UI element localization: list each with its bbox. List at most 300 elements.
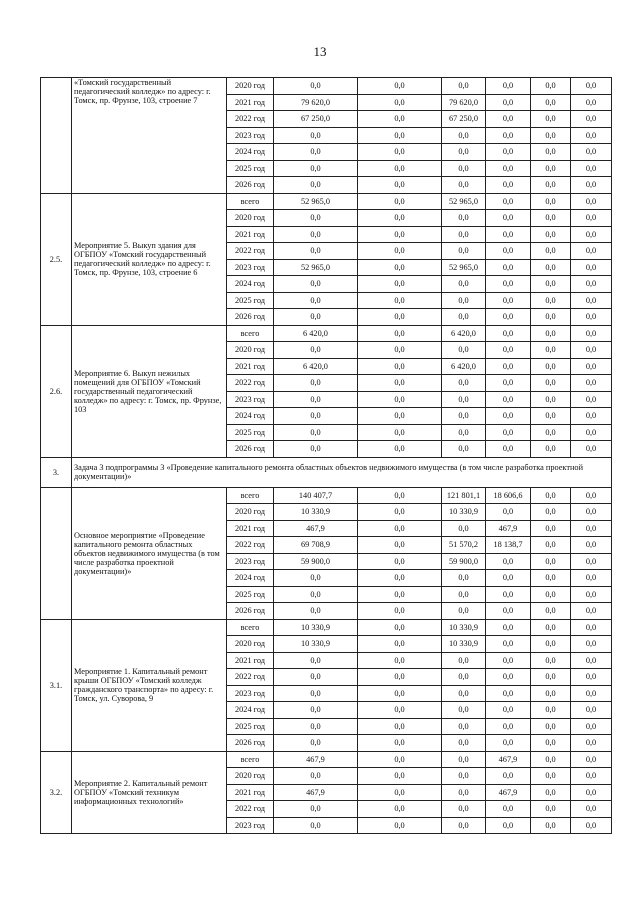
value-cell: 0,0 bbox=[571, 768, 612, 785]
budget-table bbox=[40, 77, 612, 834]
value-cell: 0,0 bbox=[531, 685, 571, 702]
value-cell: 0,0 bbox=[531, 78, 571, 95]
year-cell: 2021 год bbox=[227, 94, 274, 111]
value-cell: 467,9 bbox=[486, 520, 531, 537]
value-cell: 0,0 bbox=[531, 652, 571, 669]
value-cell: 0,0 bbox=[274, 292, 358, 309]
year-cell: всего bbox=[227, 193, 274, 210]
value-cell: 0,0 bbox=[531, 636, 571, 653]
year-cell: 2022 год bbox=[227, 111, 274, 128]
value-cell: 0,0 bbox=[358, 391, 442, 408]
value-cell: 0,0 bbox=[531, 144, 571, 161]
value-cell: 0,0 bbox=[358, 408, 442, 425]
value-cell: 0,0 bbox=[531, 520, 571, 537]
row-number: 2.6. bbox=[41, 325, 72, 457]
value-cell: 467,9 bbox=[486, 751, 531, 768]
value-cell: 69 708,9 bbox=[274, 537, 358, 554]
value-cell: 0,0 bbox=[571, 441, 612, 458]
value-cell: 0,0 bbox=[358, 210, 442, 227]
value-cell: 0,0 bbox=[531, 487, 571, 504]
measure-name: Мероприятие 1. Капитальный ремонт крыши ОГБПОУ «Томский колледж гражданского транспорта» по адресу: г. Томск, ул. Суворова, 9 bbox=[72, 619, 227, 751]
value-cell: 0,0 bbox=[358, 441, 442, 458]
value-cell: 0,0 bbox=[486, 309, 531, 326]
value-cell: 0,0 bbox=[358, 243, 442, 260]
year-cell: 2023 год bbox=[227, 391, 274, 408]
value-cell: 0,0 bbox=[358, 553, 442, 570]
value-cell: 0,0 bbox=[358, 259, 442, 276]
value-cell: 0,0 bbox=[358, 718, 442, 735]
value-cell: 0,0 bbox=[571, 424, 612, 441]
year-cell: 2025 год bbox=[227, 160, 274, 177]
value-cell: 0,0 bbox=[571, 669, 612, 686]
value-cell: 6 420,0 bbox=[274, 325, 358, 342]
year-cell: 2026 год bbox=[227, 603, 274, 620]
value-cell: 0,0 bbox=[274, 586, 358, 603]
year-cell: всего bbox=[227, 325, 274, 342]
value-cell: 18 606,6 bbox=[486, 487, 531, 504]
value-cell: 0,0 bbox=[571, 259, 612, 276]
value-cell: 0,0 bbox=[442, 292, 486, 309]
row-number bbox=[41, 487, 72, 619]
value-cell: 467,9 bbox=[274, 751, 358, 768]
year-cell: 2026 год bbox=[227, 309, 274, 326]
value-cell: 0,0 bbox=[571, 94, 612, 111]
value-cell: 0,0 bbox=[531, 702, 571, 719]
value-cell: 0,0 bbox=[274, 309, 358, 326]
value-cell: 0,0 bbox=[358, 603, 442, 620]
value-cell: 0,0 bbox=[571, 144, 612, 161]
value-cell: 0,0 bbox=[571, 111, 612, 128]
value-cell: 121 801,1 bbox=[442, 487, 486, 504]
value-cell: 0,0 bbox=[358, 784, 442, 801]
value-cell: 0,0 bbox=[274, 391, 358, 408]
value-cell: 0,0 bbox=[358, 144, 442, 161]
value-cell: 0,0 bbox=[486, 325, 531, 342]
year-cell: 2024 год bbox=[227, 144, 274, 161]
value-cell: 0,0 bbox=[531, 537, 571, 554]
year-cell: 2022 год bbox=[227, 801, 274, 818]
value-cell: 0,0 bbox=[358, 193, 442, 210]
value-cell: 0,0 bbox=[486, 160, 531, 177]
value-cell: 0,0 bbox=[531, 424, 571, 441]
value-cell: 0,0 bbox=[486, 441, 531, 458]
value-cell: 0,0 bbox=[442, 768, 486, 785]
value-cell: 0,0 bbox=[486, 735, 531, 752]
measure-name: «Томский государственный педагогический колледж» по адресу: г. Томск, пр. Фрунзе, 103, строение 7 bbox=[72, 78, 227, 194]
value-cell: 0,0 bbox=[442, 586, 486, 603]
year-cell: 2024 год bbox=[227, 702, 274, 719]
value-cell: 0,0 bbox=[486, 424, 531, 441]
value-cell: 0,0 bbox=[274, 768, 358, 785]
value-cell: 0,0 bbox=[571, 553, 612, 570]
value-cell: 0,0 bbox=[571, 226, 612, 243]
value-cell: 0,0 bbox=[442, 685, 486, 702]
year-cell: 2021 год bbox=[227, 358, 274, 375]
value-cell: 0,0 bbox=[358, 619, 442, 636]
year-cell: 2022 год bbox=[227, 669, 274, 686]
value-cell: 0,0 bbox=[358, 768, 442, 785]
year-cell: 2020 год bbox=[227, 768, 274, 785]
measure-name: Мероприятие 6. Выкуп нежилых помещений для ОГБПОУ «Томский государственный педагогический колледж» по адресу: г. Томск, пр. Фрунзе, 103 bbox=[72, 325, 227, 457]
value-cell: 0,0 bbox=[358, 570, 442, 587]
value-cell: 0,0 bbox=[486, 685, 531, 702]
value-cell: 18 138,7 bbox=[486, 537, 531, 554]
table-row bbox=[41, 751, 612, 768]
measure-name: Мероприятие 2. Капитальный ремонт ОГБПОУ «Томский техникум информационных технологий» bbox=[72, 751, 227, 834]
value-cell: 0,0 bbox=[531, 817, 571, 834]
value-cell: 0,0 bbox=[571, 685, 612, 702]
value-cell: 0,0 bbox=[531, 127, 571, 144]
value-cell: 0,0 bbox=[442, 784, 486, 801]
value-cell: 6 420,0 bbox=[274, 358, 358, 375]
value-cell: 0,0 bbox=[442, 391, 486, 408]
value-cell: 0,0 bbox=[486, 636, 531, 653]
value-cell: 0,0 bbox=[358, 751, 442, 768]
value-cell: 0,0 bbox=[358, 504, 442, 521]
value-cell: 0,0 bbox=[274, 210, 358, 227]
value-cell: 0,0 bbox=[571, 375, 612, 392]
value-cell: 0,0 bbox=[358, 669, 442, 686]
value-cell: 0,0 bbox=[571, 160, 612, 177]
value-cell: 0,0 bbox=[531, 619, 571, 636]
value-cell: 0,0 bbox=[358, 177, 442, 194]
value-cell: 52 965,0 bbox=[442, 193, 486, 210]
value-cell: 0,0 bbox=[571, 78, 612, 95]
value-cell: 0,0 bbox=[274, 441, 358, 458]
value-cell: 467,9 bbox=[274, 520, 358, 537]
value-cell: 0,0 bbox=[274, 685, 358, 702]
value-cell: 0,0 bbox=[571, 325, 612, 342]
value-cell: 67 250,0 bbox=[274, 111, 358, 128]
value-cell: 0,0 bbox=[486, 193, 531, 210]
value-cell: 0,0 bbox=[571, 243, 612, 260]
value-cell: 0,0 bbox=[274, 735, 358, 752]
value-cell: 0,0 bbox=[486, 408, 531, 425]
year-cell: 2025 год bbox=[227, 718, 274, 735]
value-cell: 0,0 bbox=[531, 768, 571, 785]
value-cell: 0,0 bbox=[442, 342, 486, 359]
value-cell: 0,0 bbox=[358, 375, 442, 392]
year-cell: 2024 год bbox=[227, 408, 274, 425]
value-cell: 0,0 bbox=[358, 801, 442, 818]
value-cell: 0,0 bbox=[358, 652, 442, 669]
value-cell: 0,0 bbox=[358, 424, 442, 441]
value-cell: 0,0 bbox=[486, 144, 531, 161]
year-cell: 2021 год bbox=[227, 520, 274, 537]
value-cell: 0,0 bbox=[274, 652, 358, 669]
value-cell: 140 407,7 bbox=[274, 487, 358, 504]
value-cell: 0,0 bbox=[571, 520, 612, 537]
value-cell: 0,0 bbox=[531, 570, 571, 587]
year-cell: 2022 год bbox=[227, 537, 274, 554]
value-cell: 0,0 bbox=[531, 669, 571, 686]
value-cell: 0,0 bbox=[274, 718, 358, 735]
value-cell: 0,0 bbox=[486, 177, 531, 194]
value-cell: 0,0 bbox=[571, 292, 612, 309]
value-cell: 0,0 bbox=[358, 817, 442, 834]
value-cell: 0,0 bbox=[571, 276, 612, 293]
value-cell: 0,0 bbox=[531, 391, 571, 408]
value-cell: 0,0 bbox=[358, 111, 442, 128]
value-cell: 0,0 bbox=[274, 160, 358, 177]
year-cell: 2025 год bbox=[227, 424, 274, 441]
value-cell: 52 965,0 bbox=[274, 259, 358, 276]
year-cell: 2021 год bbox=[227, 226, 274, 243]
value-cell: 0,0 bbox=[531, 259, 571, 276]
value-cell: 0,0 bbox=[358, 342, 442, 359]
value-cell: 0,0 bbox=[531, 735, 571, 752]
value-cell: 0,0 bbox=[531, 408, 571, 425]
year-cell: 2023 год bbox=[227, 259, 274, 276]
value-cell: 0,0 bbox=[442, 127, 486, 144]
value-cell: 0,0 bbox=[274, 570, 358, 587]
value-cell: 0,0 bbox=[358, 537, 442, 554]
year-cell: 2026 год bbox=[227, 177, 274, 194]
value-cell: 0,0 bbox=[531, 309, 571, 326]
year-cell: 2022 год bbox=[227, 375, 274, 392]
value-cell: 0,0 bbox=[442, 177, 486, 194]
value-cell: 0,0 bbox=[442, 375, 486, 392]
year-cell: 2024 год bbox=[227, 570, 274, 587]
value-cell: 0,0 bbox=[486, 553, 531, 570]
value-cell: 0,0 bbox=[531, 358, 571, 375]
value-cell: 0,0 bbox=[442, 817, 486, 834]
value-cell: 0,0 bbox=[358, 127, 442, 144]
year-cell: 2025 год bbox=[227, 292, 274, 309]
value-cell: 0,0 bbox=[442, 276, 486, 293]
value-cell: 0,0 bbox=[531, 226, 571, 243]
value-cell: 0,0 bbox=[571, 193, 612, 210]
value-cell: 0,0 bbox=[571, 504, 612, 521]
value-cell: 79 620,0 bbox=[442, 94, 486, 111]
value-cell: 0,0 bbox=[571, 801, 612, 818]
value-cell: 0,0 bbox=[531, 325, 571, 342]
table-row bbox=[41, 619, 612, 636]
value-cell: 0,0 bbox=[486, 817, 531, 834]
value-cell: 0,0 bbox=[274, 817, 358, 834]
value-cell: 0,0 bbox=[486, 768, 531, 785]
year-cell: 2023 год bbox=[227, 685, 274, 702]
value-cell: 0,0 bbox=[531, 586, 571, 603]
value-cell: 0,0 bbox=[571, 652, 612, 669]
value-cell: 0,0 bbox=[571, 817, 612, 834]
value-cell: 0,0 bbox=[571, 210, 612, 227]
value-cell: 0,0 bbox=[571, 177, 612, 194]
value-cell: 0,0 bbox=[531, 603, 571, 620]
value-cell: 0,0 bbox=[486, 210, 531, 227]
value-cell: 0,0 bbox=[442, 160, 486, 177]
value-cell: 0,0 bbox=[442, 424, 486, 441]
value-cell: 0,0 bbox=[274, 276, 358, 293]
value-cell: 0,0 bbox=[486, 276, 531, 293]
value-cell: 0,0 bbox=[531, 784, 571, 801]
value-cell: 0,0 bbox=[358, 586, 442, 603]
year-cell: 2023 год bbox=[227, 127, 274, 144]
value-cell: 0,0 bbox=[571, 342, 612, 359]
year-cell: 2025 год bbox=[227, 586, 274, 603]
value-cell: 0,0 bbox=[274, 127, 358, 144]
value-cell: 0,0 bbox=[531, 375, 571, 392]
value-cell: 0,0 bbox=[531, 801, 571, 818]
value-cell: 0,0 bbox=[486, 111, 531, 128]
value-cell: 0,0 bbox=[571, 487, 612, 504]
value-cell: 0,0 bbox=[571, 603, 612, 620]
value-cell: 0,0 bbox=[571, 570, 612, 587]
value-cell: 0,0 bbox=[486, 342, 531, 359]
value-cell: 0,0 bbox=[571, 127, 612, 144]
value-cell: 0,0 bbox=[274, 702, 358, 719]
value-cell: 0,0 bbox=[486, 669, 531, 686]
value-cell: 0,0 bbox=[486, 586, 531, 603]
value-cell: 51 570,2 bbox=[442, 537, 486, 554]
value-cell: 0,0 bbox=[358, 702, 442, 719]
page-number: 13 bbox=[313, 44, 327, 59]
value-cell: 0,0 bbox=[531, 276, 571, 293]
value-cell: 0,0 bbox=[274, 342, 358, 359]
value-cell: 59 900,0 bbox=[274, 553, 358, 570]
table-row bbox=[41, 193, 612, 210]
value-cell: 0,0 bbox=[571, 537, 612, 554]
value-cell: 10 330,9 bbox=[442, 636, 486, 653]
value-cell: 0,0 bbox=[486, 718, 531, 735]
year-cell: 2023 год bbox=[227, 553, 274, 570]
value-cell: 0,0 bbox=[571, 702, 612, 719]
value-cell: 6 420,0 bbox=[442, 325, 486, 342]
value-cell: 0,0 bbox=[274, 78, 358, 95]
value-cell: 6 420,0 bbox=[442, 358, 486, 375]
value-cell: 0,0 bbox=[571, 391, 612, 408]
year-cell: 2023 год bbox=[227, 817, 274, 834]
value-cell: 0,0 bbox=[358, 276, 442, 293]
value-cell: 0,0 bbox=[274, 243, 358, 260]
measure-name: Основное мероприятие «Проведение капитального ремонта областных объектов недвижимого имущества (в том числе разработка проектной документации)» bbox=[72, 487, 227, 619]
value-cell: 0,0 bbox=[442, 570, 486, 587]
value-cell: 0,0 bbox=[442, 441, 486, 458]
value-cell: 0,0 bbox=[442, 718, 486, 735]
row-number: 3.1. bbox=[41, 619, 72, 751]
value-cell: 0,0 bbox=[531, 553, 571, 570]
value-cell: 0,0 bbox=[571, 784, 612, 801]
value-cell: 0,0 bbox=[571, 718, 612, 735]
value-cell: 79 620,0 bbox=[274, 94, 358, 111]
year-cell: всего bbox=[227, 487, 274, 504]
value-cell: 0,0 bbox=[442, 669, 486, 686]
value-cell: 0,0 bbox=[358, 358, 442, 375]
value-cell: 0,0 bbox=[571, 408, 612, 425]
value-cell: 0,0 bbox=[486, 226, 531, 243]
value-cell: 0,0 bbox=[531, 342, 571, 359]
value-cell: 0,0 bbox=[358, 487, 442, 504]
year-cell: 2022 год bbox=[227, 243, 274, 260]
value-cell: 0,0 bbox=[442, 78, 486, 95]
value-cell: 0,0 bbox=[442, 309, 486, 326]
value-cell: 0,0 bbox=[486, 603, 531, 620]
value-cell: 0,0 bbox=[571, 735, 612, 752]
value-cell: 0,0 bbox=[486, 375, 531, 392]
year-cell: 2020 год bbox=[227, 78, 274, 95]
year-cell: 2020 год bbox=[227, 342, 274, 359]
value-cell: 52 965,0 bbox=[442, 259, 486, 276]
value-cell: 0,0 bbox=[531, 193, 571, 210]
year-cell: всего bbox=[227, 619, 274, 636]
value-cell: 0,0 bbox=[274, 144, 358, 161]
value-cell: 0,0 bbox=[486, 243, 531, 260]
value-cell: 10 330,9 bbox=[274, 636, 358, 653]
row-number: 3. bbox=[41, 457, 72, 487]
value-cell: 0,0 bbox=[571, 309, 612, 326]
year-cell: 2024 год bbox=[227, 276, 274, 293]
value-cell: 0,0 bbox=[274, 801, 358, 818]
value-cell: 0,0 bbox=[358, 636, 442, 653]
value-cell: 0,0 bbox=[531, 94, 571, 111]
value-cell: 0,0 bbox=[486, 702, 531, 719]
value-cell: 0,0 bbox=[486, 259, 531, 276]
value-cell: 0,0 bbox=[358, 94, 442, 111]
value-cell: 0,0 bbox=[571, 636, 612, 653]
value-cell: 0,0 bbox=[531, 441, 571, 458]
value-cell: 0,0 bbox=[571, 358, 612, 375]
value-cell: 10 330,9 bbox=[442, 504, 486, 521]
measure-name: Мероприятие 5. Выкуп здания для ОГБПОУ «Томский государственный педагогический колледж» по адресу: г. Томск, пр. Фрунзе, 103, строение 6 bbox=[72, 193, 227, 325]
value-cell: 0,0 bbox=[358, 685, 442, 702]
task-row bbox=[41, 457, 612, 487]
row-number: 2.5. bbox=[41, 193, 72, 325]
year-cell: 2020 год bbox=[227, 210, 274, 227]
value-cell: 0,0 bbox=[274, 424, 358, 441]
value-cell: 10 330,9 bbox=[442, 619, 486, 636]
value-cell: 0,0 bbox=[531, 111, 571, 128]
value-cell: 0,0 bbox=[531, 243, 571, 260]
value-cell: 0,0 bbox=[274, 408, 358, 425]
year-cell: 2021 год bbox=[227, 784, 274, 801]
value-cell: 0,0 bbox=[274, 375, 358, 392]
value-cell: 0,0 bbox=[274, 177, 358, 194]
value-cell: 0,0 bbox=[486, 127, 531, 144]
year-cell: 2021 год bbox=[227, 652, 274, 669]
value-cell: 0,0 bbox=[442, 603, 486, 620]
value-cell: 0,0 bbox=[531, 177, 571, 194]
value-cell: 0,0 bbox=[358, 78, 442, 95]
value-cell: 0,0 bbox=[442, 751, 486, 768]
value-cell: 467,9 bbox=[274, 784, 358, 801]
value-cell: 0,0 bbox=[358, 226, 442, 243]
year-cell: 2020 год bbox=[227, 504, 274, 521]
value-cell: 0,0 bbox=[531, 292, 571, 309]
value-cell: 0,0 bbox=[531, 718, 571, 735]
value-cell: 0,0 bbox=[442, 702, 486, 719]
value-cell: 0,0 bbox=[358, 520, 442, 537]
task-title: Задача 3 подпрограммы 3 «Проведение капитального ремонта областных объектов недвижимого имущества (в том числе разработка проектной документации)» bbox=[72, 457, 612, 487]
value-cell: 0,0 bbox=[486, 619, 531, 636]
value-cell: 467,9 bbox=[486, 784, 531, 801]
table-row bbox=[41, 487, 612, 504]
table-row bbox=[41, 325, 612, 342]
value-cell: 10 330,9 bbox=[274, 619, 358, 636]
value-cell: 0,0 bbox=[358, 309, 442, 326]
value-cell: 0,0 bbox=[358, 735, 442, 752]
table-row bbox=[41, 78, 612, 95]
value-cell: 67 250,0 bbox=[442, 111, 486, 128]
year-cell: 2026 год bbox=[227, 735, 274, 752]
value-cell: 0,0 bbox=[571, 586, 612, 603]
value-cell: 0,0 bbox=[486, 391, 531, 408]
value-cell: 0,0 bbox=[442, 652, 486, 669]
value-cell: 0,0 bbox=[442, 243, 486, 260]
value-cell: 0,0 bbox=[531, 751, 571, 768]
value-cell: 0,0 bbox=[531, 504, 571, 521]
value-cell: 0,0 bbox=[442, 735, 486, 752]
value-cell: 0,0 bbox=[486, 78, 531, 95]
